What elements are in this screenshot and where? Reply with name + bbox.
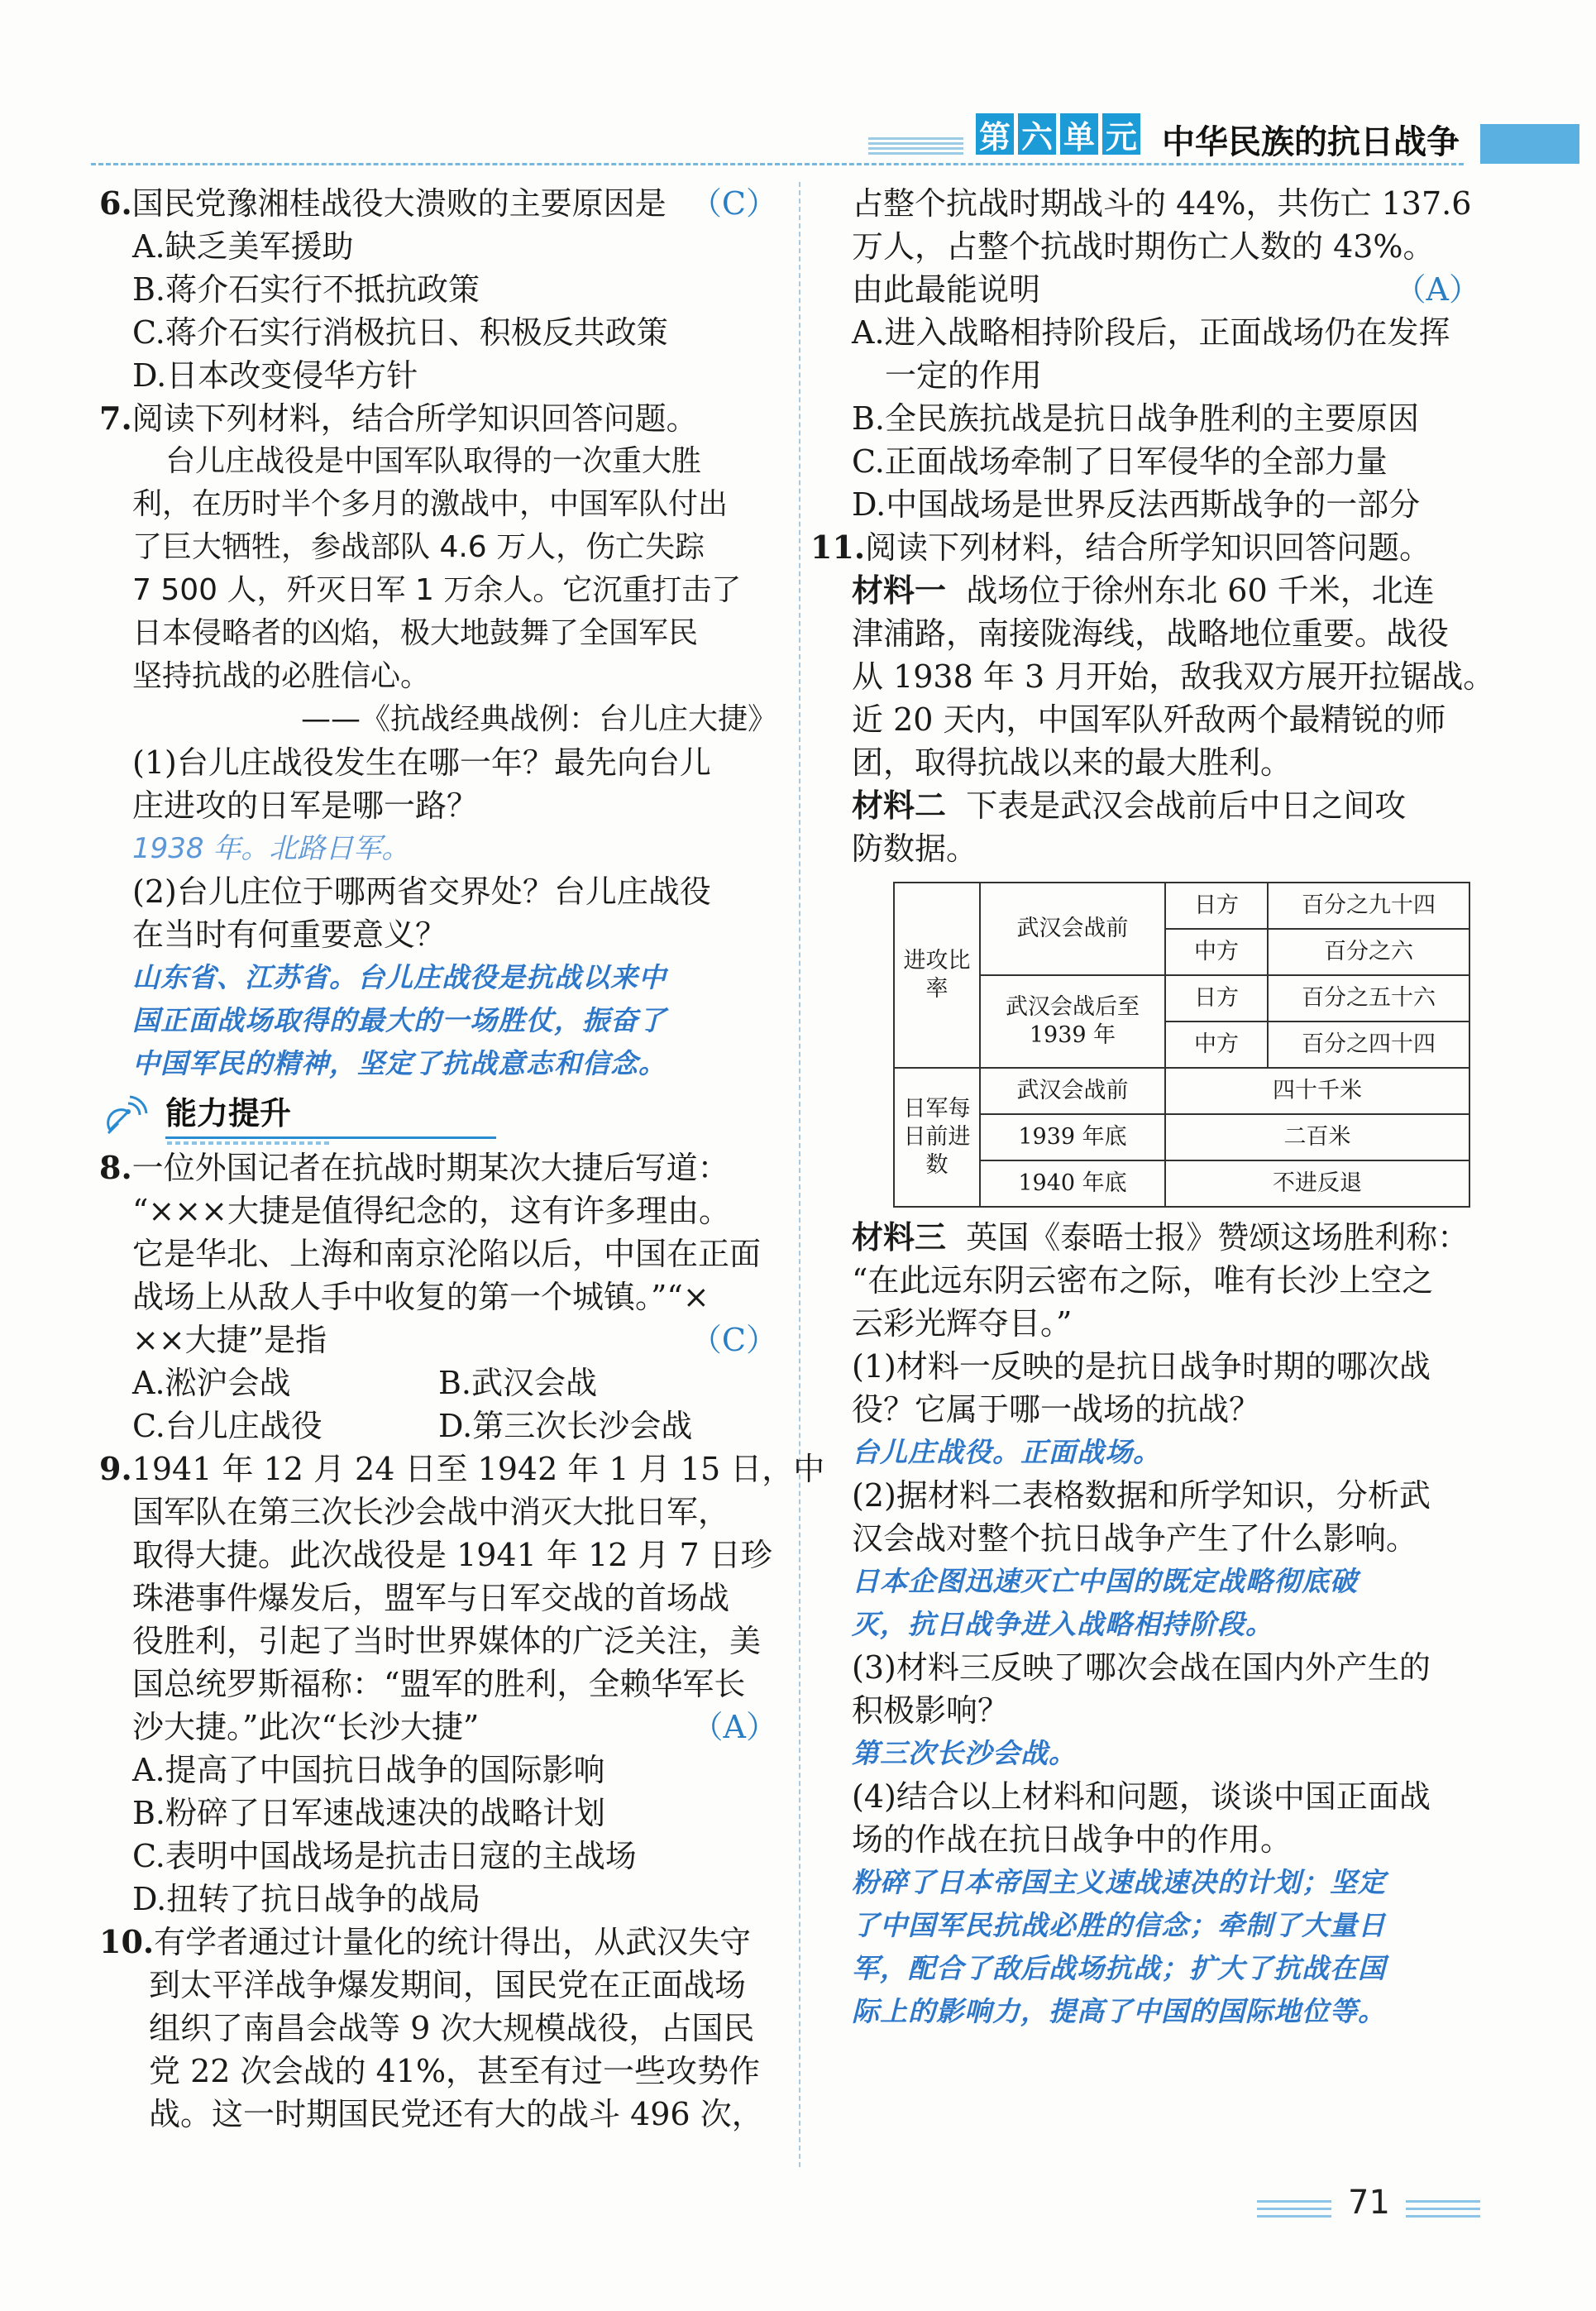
- q7-sub2: (2)台儿庄位于哪两省交界处？台儿庄战役: [132, 873, 711, 910]
- q11-sub1: (1)材料一反映的是抗日战争时期的哪次战: [852, 1348, 1431, 1385]
- q10-line: 到太平洋战争爆发期间，国民党在正面战场: [149, 1967, 747, 2003]
- q9-option-c: C.表明中国战场是抗击日寇的主战场: [132, 1838, 637, 1874]
- q8-line: 一位外国记者在抗战时期某次大捷后写道：: [131, 1150, 729, 1186]
- q7-material-line: 利，在历时半个多月的激战中，中国军队付出: [132, 487, 729, 521]
- column-divider: [799, 182, 800, 2167]
- q10-line: 组织了南昌会战等 9 次大规模战役，占国民: [149, 2010, 755, 2046]
- unit-char-2: 六: [1018, 113, 1056, 155]
- unit-title: 中华民族的抗日战争: [1162, 123, 1460, 161]
- q8-number: 8.: [99, 1149, 132, 1186]
- q10-answer: （A）: [1394, 271, 1480, 308]
- q9-stem: [99, 1447, 825, 1490]
- table-after-wuhan: 武汉会战后至 1939 年: [980, 975, 1165, 1068]
- q6-option-a: A.缺乏美军援助: [132, 228, 354, 265]
- left-column: [99, 182, 825, 2136]
- q11-sub2: (2)据材料二表格数据和所学知识，分析武: [852, 1477, 1431, 1514]
- q6-option-d: D.日本改变侵华方针: [132, 357, 418, 394]
- q9-line: 1941 年 12 月 24 日至 1942 年 1 月 15 日，中: [131, 1451, 825, 1487]
- header-divider: [91, 163, 1464, 165]
- q11-answer1: 台儿庄战役。正面战场。: [852, 1436, 1161, 1468]
- q9-line: 役胜利，引起了当时世界媒体的广泛关注，美: [132, 1623, 762, 1659]
- q9-number: 9.: [99, 1450, 132, 1487]
- material-3-label: 材料三: [852, 1219, 947, 1256]
- q7-stem: [99, 397, 777, 440]
- q7-sub1: 庄进攻的日军是哪一路？: [132, 787, 479, 824]
- q8-answer: （C）: [690, 1322, 777, 1358]
- material-1-line: 战场位于徐州东北 60 千米，北连: [966, 572, 1435, 609]
- table-advance-value: 二百米: [1165, 1114, 1469, 1160]
- q8-option-b: B.武汉会战: [438, 1365, 598, 1401]
- q11-sub4: 场的作战在抗日战争中的作用。: [852, 1821, 1293, 1858]
- q11-number: 11.: [810, 529, 866, 566]
- section-underline: [165, 1136, 496, 1139]
- q11-sub3: (3)材料三反映了哪次会战在国内外产生的: [852, 1649, 1431, 1686]
- q9-answer: （A）: [691, 1709, 777, 1745]
- table-cell-japan: 日方: [1165, 975, 1268, 1022]
- q10-number: 10.: [99, 1923, 155, 1960]
- q11-answer4: 了中国军民抗战必胜的信念；牵制了大量日: [852, 1909, 1386, 1941]
- q7-sub1: (1)台儿庄战役发生在哪一年？最先向台儿: [132, 744, 711, 781]
- q11-answer2: 灭，抗日战争进入战略相持阶段。: [852, 1608, 1273, 1640]
- q6-option-c: C.蒋介石实行消极抗日、积极反共政策: [132, 314, 668, 351]
- material-1-line: 团，取得抗战以来的最大胜利。: [852, 744, 1293, 781]
- q8-line: 战场上从敌人手中收复的第一个城镇。”“×: [132, 1279, 710, 1315]
- material-3-line: 英国《泰晤士报》赞颂这场胜利称：: [966, 1219, 1469, 1256]
- q8-line-last: [99, 1318, 777, 1361]
- q6-stem: [99, 182, 777, 225]
- q11-sub3: 积极影响？: [852, 1692, 1010, 1729]
- q10-option-d: D.中国战场是世界反法西斯战争的一部分: [852, 486, 1421, 523]
- table-advance-value: 不进反退: [1165, 1160, 1469, 1207]
- section-title: 能力提升: [165, 1095, 292, 1132]
- q7-number: 7.: [99, 400, 132, 437]
- q7-material-line: 坚持抗战的必胜信心。: [132, 659, 431, 693]
- q11-sub1: 役？它属于哪一战场的抗战？: [852, 1391, 1261, 1428]
- page-number: 71: [1348, 2184, 1390, 2222]
- q8-stem: [99, 1146, 777, 1189]
- q10-cont-line: 占整个抗战时期战斗的 44%，共伤亡 137.6: [852, 185, 1472, 222]
- q11-sub2: 汉会战对整个抗日战争产生了什么影响。: [852, 1520, 1418, 1557]
- table-cell-china: 中方: [1165, 1022, 1268, 1068]
- material-3-line: “在此远东阴云密布之际，唯有长沙上空之: [852, 1262, 1434, 1299]
- q6-option-b: B.蒋介石实行不抵抗政策: [132, 271, 480, 308]
- material-2-line: 防数据。: [852, 830, 978, 867]
- material-1-line: 从 1938 年 3 月开始，敌我双方展开拉锯战。: [852, 658, 1495, 695]
- satellite-dish-icon: [103, 1093, 150, 1140]
- q11-stem: [810, 526, 1480, 569]
- q9-option-a: A.提高了中国抗日战争的国际影响: [132, 1752, 605, 1788]
- table-advance-period: 1940 年底: [980, 1160, 1165, 1207]
- material-2-table: [893, 882, 1470, 1208]
- page-header: [0, 0, 1596, 174]
- q10-option-b: B.全民族抗战是抗日战争胜利的主要原因: [852, 400, 1420, 437]
- table-cell-ratio: 百分之四十四: [1268, 1022, 1469, 1068]
- q11-answer2: 日本企图迅速灭亡中国的既定战略彻底破: [852, 1565, 1358, 1597]
- q10-stem: [99, 1921, 777, 1964]
- q6-stem-text: 国民党豫湘桂战役大溃败的主要原因是: [131, 185, 667, 222]
- q11-m1-first: [852, 569, 1480, 612]
- q10-line: 党 22 次会战的 41%，甚至有过一些攻势作: [149, 2053, 761, 2089]
- q10-option-c: C.正面战场牵制了日军侵华的全部力量: [852, 443, 1388, 480]
- q11-m3-first: [852, 1216, 1480, 1259]
- table-cell-japan: 日方: [1165, 883, 1268, 929]
- q8-options-row: [99, 1361, 777, 1404]
- q10-cont-line: 万人，占整个抗战时期伤亡人数的 43%。: [852, 228, 1435, 265]
- table-advance-period: 武汉会战前: [980, 1068, 1165, 1114]
- q11-answer4: 军，配合了敌后战场抗战；扩大了抗战在国: [852, 1952, 1386, 1984]
- right-column: [810, 182, 1495, 2033]
- q8-options-row: [99, 1404, 777, 1447]
- q11-answer4: 际上的影响力，提高了中国的国际地位等。: [852, 1995, 1386, 2027]
- unit-char-4: 元: [1102, 113, 1140, 155]
- q9-line: 沙大捷。”此次“长沙大捷”: [132, 1709, 480, 1745]
- q7-source: ——《抗战经典战例：台儿庄大捷》: [300, 702, 777, 736]
- q7-material-line: 7 500 人，歼灭日军 1 万余人。它沉重打击了: [132, 573, 742, 607]
- q8-line: “×××大捷是值得纪念的，这有许多理由。: [132, 1193, 730, 1229]
- table-group-daily-advance: 日军每日前进数: [894, 1068, 980, 1207]
- section-ability-improvement: [99, 1089, 777, 1146]
- q7-answer2: 国正面战场取得的最大的一场胜仗，振奋了: [132, 1004, 667, 1036]
- q11-answer3: 第三次长沙会战。: [852, 1737, 1077, 1769]
- q9-line: 珠港事件爆发后，盟军与日军交战的首场战: [132, 1580, 730, 1616]
- q8-line: 它是华北、上海和南京沦陷以后，中国在正面: [132, 1236, 762, 1272]
- material-2-table-wrap: [852, 882, 1480, 1208]
- material-2-label: 材料二: [852, 787, 947, 824]
- q7-answer2: 中国军民的精神，坚定了抗战意志和信念。: [132, 1047, 667, 1079]
- q9-option-b: B.粉碎了日军速战速决的战略计划: [132, 1795, 606, 1831]
- table-cell-ratio: 百分之九十四: [1268, 883, 1469, 929]
- q10-cont-last: [852, 268, 1480, 311]
- table-before-wuhan: 武汉会战前: [980, 883, 1165, 975]
- material-1-label: 材料一: [852, 572, 947, 609]
- table-advance-period: 1939 年底: [980, 1114, 1165, 1160]
- q7-material-line: 日本侵略者的凶焰，极大地鼓舞了全国军民: [132, 616, 699, 650]
- q8-option-d: D.第三次长沙会战: [438, 1408, 693, 1444]
- q11-answer4: 粉碎了日本帝国主义速战速决的计划；坚定: [852, 1866, 1386, 1898]
- q11-stem-text: 阅读下列材料，结合所学知识回答问题。: [865, 529, 1431, 566]
- table-group-attack-ratio: 进攻比率: [894, 883, 980, 1068]
- unit-char-3: 单: [1060, 113, 1098, 155]
- q6-answer: （C）: [690, 185, 777, 222]
- material-1-line: 近 20 天内，中国军队歼敌两个最精锐的师: [852, 701, 1446, 738]
- q9-line: 取得大捷。此次战役是 1941 年 12 月 7 日珍: [132, 1537, 772, 1573]
- material-1-line: 津浦路，南接陇海线，战略地位重要。战役: [852, 615, 1450, 652]
- footer-lines-right: [1406, 2200, 1480, 2222]
- material-3-line: 云彩光辉夺目。”: [852, 1305, 1073, 1342]
- q7-material-line: 台儿庄战役是中国军队取得的一次重大胜: [165, 444, 702, 478]
- table-cell-china: 中方: [1165, 929, 1268, 975]
- q10-line: 战。这一时期国民党还有大的战斗 496 次，: [149, 2096, 763, 2132]
- q7-answer2: 山东省、江苏省。台儿庄战役是抗战以来中: [132, 961, 667, 993]
- q10-option-a-cont: 一定的作用: [885, 357, 1043, 394]
- unit-char-1: 第: [976, 113, 1014, 155]
- table-cell-ratio: 百分之六: [1268, 929, 1469, 975]
- q8-line: ××大捷”是指: [132, 1322, 327, 1358]
- q8-option-c: C.台儿庄战役: [132, 1408, 323, 1444]
- section-dots: [167, 1141, 332, 1145]
- q10-cont-line: 由此最能说明: [852, 271, 1041, 308]
- q11-m2-first: [852, 784, 1480, 827]
- q7-material-line: 了巨大牺牲，参战部队 4.6 万人，伤亡失踪: [132, 530, 705, 564]
- q9-line-last: [99, 1706, 777, 1749]
- q9-option-d: D.扭转了抗日战争的战局: [132, 1881, 481, 1917]
- q10-line: 有学者通过计量化的统计得出，从武汉失守: [154, 1924, 752, 1960]
- q9-line: 国军队在第三次长沙会战中消灭大批日军，: [132, 1494, 730, 1530]
- header-stripes: [868, 137, 963, 159]
- table-cell-ratio: 百分之五十六: [1268, 975, 1469, 1022]
- page-footer: [1257, 2184, 1488, 2233]
- footer-lines-left: [1257, 2200, 1331, 2222]
- material-2-line: 下表是武汉会战前后中日之间攻: [966, 787, 1407, 824]
- q7-stem-text: 阅读下列材料，结合所学知识回答问题。: [131, 400, 698, 437]
- q6-number: 6.: [99, 184, 132, 222]
- q11-sub4: (4)结合以上材料和问题，谈谈中国正面战: [852, 1778, 1431, 1815]
- q10-option-a: A.进入战略相持阶段后，正面战场仍在发挥: [852, 314, 1450, 351]
- header-band: [1480, 124, 1579, 164]
- q7-sub2: 在当时有何重要意义？: [132, 916, 447, 953]
- q8-option-a: A.淞沪会战: [132, 1365, 291, 1401]
- table-advance-value: 四十千米: [1165, 1068, 1469, 1114]
- q9-line: 国总统罗斯福称：“盟军的胜利，全赖华军长: [132, 1666, 746, 1702]
- q7-answer1: 1938 年。北路日军。: [132, 832, 410, 865]
